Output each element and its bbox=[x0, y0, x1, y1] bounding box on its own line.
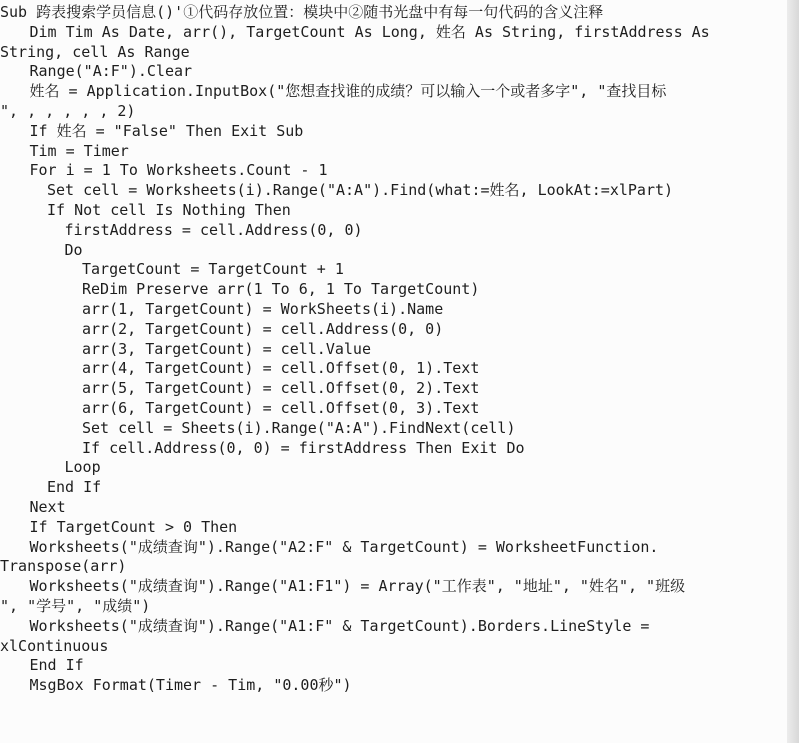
code-line: MsgBox Format(Timer - Tim, "0.00秒") bbox=[29, 676, 352, 695]
code-line: Set cell = Sheets(i).Range("A:A").FindNext(cell) bbox=[82, 418, 516, 437]
code-line: ", "学号", "成绩") bbox=[0, 596, 151, 615]
code-line: Dim Tim As Date, arr(), TargetCount As Long, 姓名 As String, firstAddress As bbox=[29, 22, 710, 41]
code-line: Tim = Timer bbox=[29, 141, 129, 160]
code-line: Next bbox=[29, 497, 66, 516]
code-line: 姓名 = Application.InputBox("您想查找谁的成绩？可以输入一个或者多字", "查找目标 bbox=[29, 82, 667, 101]
code-line: End If bbox=[29, 656, 84, 675]
code-line: arr(6, TargetCount) = cell.Offset(0, 3).Text bbox=[82, 398, 480, 417]
code-line: arr(4, TargetCount) = cell.Offset(0, 1).Text bbox=[82, 359, 480, 378]
vba-code-listing bbox=[0, 3, 790, 696]
code-line: xlContinuous bbox=[0, 636, 109, 655]
code-line: arr(1, TargetCount) = WorkSheets(i).Name bbox=[82, 299, 444, 318]
code-line: Worksheets("成绩查询").Range("A1:F1") = Array("工作表", "地址", "姓名", "班级 bbox=[29, 577, 686, 596]
code-line: Range("A:F").Clear bbox=[29, 62, 193, 81]
code-line: Worksheets("成绩查询").Range("A2:F" & TargetCount) = WorksheetFunction. bbox=[29, 537, 659, 556]
code-line: arr(3, TargetCount) = cell.Value bbox=[82, 339, 371, 358]
code-line: Sub 跨表搜索学员信息()'①代码存放位置：模块中②随书光盘中有每一句代码的含义注释 bbox=[0, 3, 604, 21]
code-line: Loop bbox=[64, 458, 101, 477]
code-line: If Not cell Is Nothing Then bbox=[47, 200, 291, 219]
code-line: String, cell As Range bbox=[0, 42, 190, 61]
code-line: Set cell = Worksheets(i).Range("A:A").Find(what:=姓名, LookAt:=xlPart) bbox=[47, 181, 674, 200]
code-line: ReDim Preserve arr(1 To 6, 1 To TargetCount) bbox=[82, 280, 480, 299]
code-line: If cell.Address(0, 0) = firstAddress Then Exit Do bbox=[82, 438, 525, 457]
code-line: Do bbox=[64, 240, 83, 259]
code-line: Transpose(arr) bbox=[0, 557, 127, 576]
code-line: For i = 1 To Worksheets.Count - 1 bbox=[29, 161, 328, 180]
code-line: End If bbox=[47, 478, 102, 497]
code-line: If TargetCount > 0 Then bbox=[29, 517, 238, 536]
code-line: firstAddress = cell.Address(0, 0) bbox=[64, 220, 363, 239]
code-line: Worksheets("成绩查询").Range("A1:F" & TargetCount).Borders.LineStyle = bbox=[29, 616, 650, 635]
code-line: ", , , , , , 2) bbox=[0, 101, 136, 120]
code-line: If 姓名 = "False" Then Exit Sub bbox=[29, 121, 304, 140]
code-line: arr(2, TargetCount) = cell.Address(0, 0) bbox=[82, 319, 444, 338]
code-line: arr(5, TargetCount) = cell.Offset(0, 2).Text bbox=[82, 379, 480, 398]
code-line: TargetCount = TargetCount + 1 bbox=[82, 260, 344, 279]
